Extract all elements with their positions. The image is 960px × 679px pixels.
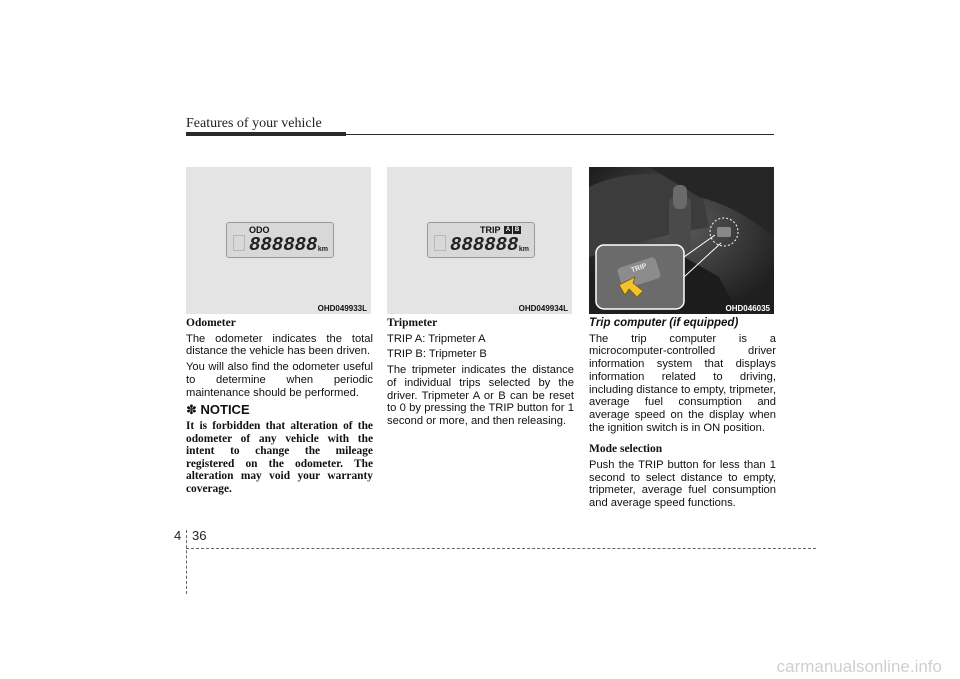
footer-dashed-line (186, 548, 816, 549)
trip-button-label: TRIP (630, 262, 648, 275)
tripmeter-figure (387, 167, 572, 314)
trip-digits: 888888 (450, 234, 519, 256)
header-title: Features of your vehicle (186, 116, 322, 131)
trip-ab-badges (504, 226, 521, 234)
notice-heading: ✽ NOTICE (186, 402, 250, 418)
tripmeter-column (387, 317, 574, 428)
tripmeter-paragraph: The tripmeter indicates the distance of individual trips selected by the driver. Tripmeter A or B can be reset to 0 by pressing the TRIP button for 1 second or more, and then releasing. (387, 364, 574, 427)
trip-a-badge: A (505, 227, 511, 233)
trip-b-badge: B (514, 227, 520, 233)
mode-selection-paragraph: Push the TRIP button for less than 1 second to select distance to empty, tripmeter, average fuel consumption and average speed functions. (589, 459, 776, 510)
figure-code: OHD049934L (518, 304, 568, 313)
trip-b-line: TRIP B: Tripmeter B (387, 348, 487, 361)
page-number: 36 (192, 528, 207, 543)
trip-computer-column (589, 317, 776, 510)
lcd-ghost-icon (434, 235, 446, 251)
notice-text: It is forbidden that alteration of the odometer of any vehicle with the intent to change the mileage registered on the odometer. The alteration may void your warranty coverage. (186, 419, 373, 495)
footer-dashed-vline (186, 530, 187, 594)
odometer-lcd (226, 222, 334, 258)
odometer-heading: Odometer (186, 317, 236, 329)
odometer-figure (186, 167, 371, 314)
trip-unit: km (518, 246, 529, 253)
tripmeter-heading: Tripmeter (387, 317, 438, 329)
odometer-column (186, 317, 373, 495)
lcd-ghost-icon (233, 235, 245, 251)
tripmeter-lcd (427, 222, 535, 258)
watermark: carmanualsonline.info (776, 657, 942, 676)
trip-computer-heading: Trip computer (if equipped) (589, 317, 739, 329)
figure-code: OHD049933L (317, 304, 367, 313)
header-rule-thick (186, 132, 346, 136)
odometer-paragraph-1: The odometer indicates the total distance the vehicle has been driven. (186, 332, 373, 358)
trip-computer-paragraph: The trip computer is a microcomputer-controlled driver information system that displays information related to driving, including distance to empty, tripmeter, average fuel consumption and average speed on the display when the ignition switch is in ON position. (589, 332, 776, 434)
header-rule-thin (346, 134, 774, 135)
trip-button-figure (589, 167, 774, 314)
trip-label: TRIP (480, 225, 501, 235)
trip-a-line: TRIP A: Tripmeter A (387, 332, 486, 345)
steering-column-illustration (589, 167, 774, 314)
odometer-paragraph-2: You will also find the odometer useful to determine when periodic maintenance should be performed. (186, 361, 373, 399)
odo-unit: km (317, 246, 328, 253)
mode-selection-heading: Mode selection (589, 443, 663, 456)
figure-code: OHD046035 (725, 304, 770, 313)
chapter-number: 4 (174, 528, 182, 543)
odo-label: ODO (249, 225, 270, 235)
odo-digits: 888888 (249, 234, 318, 256)
